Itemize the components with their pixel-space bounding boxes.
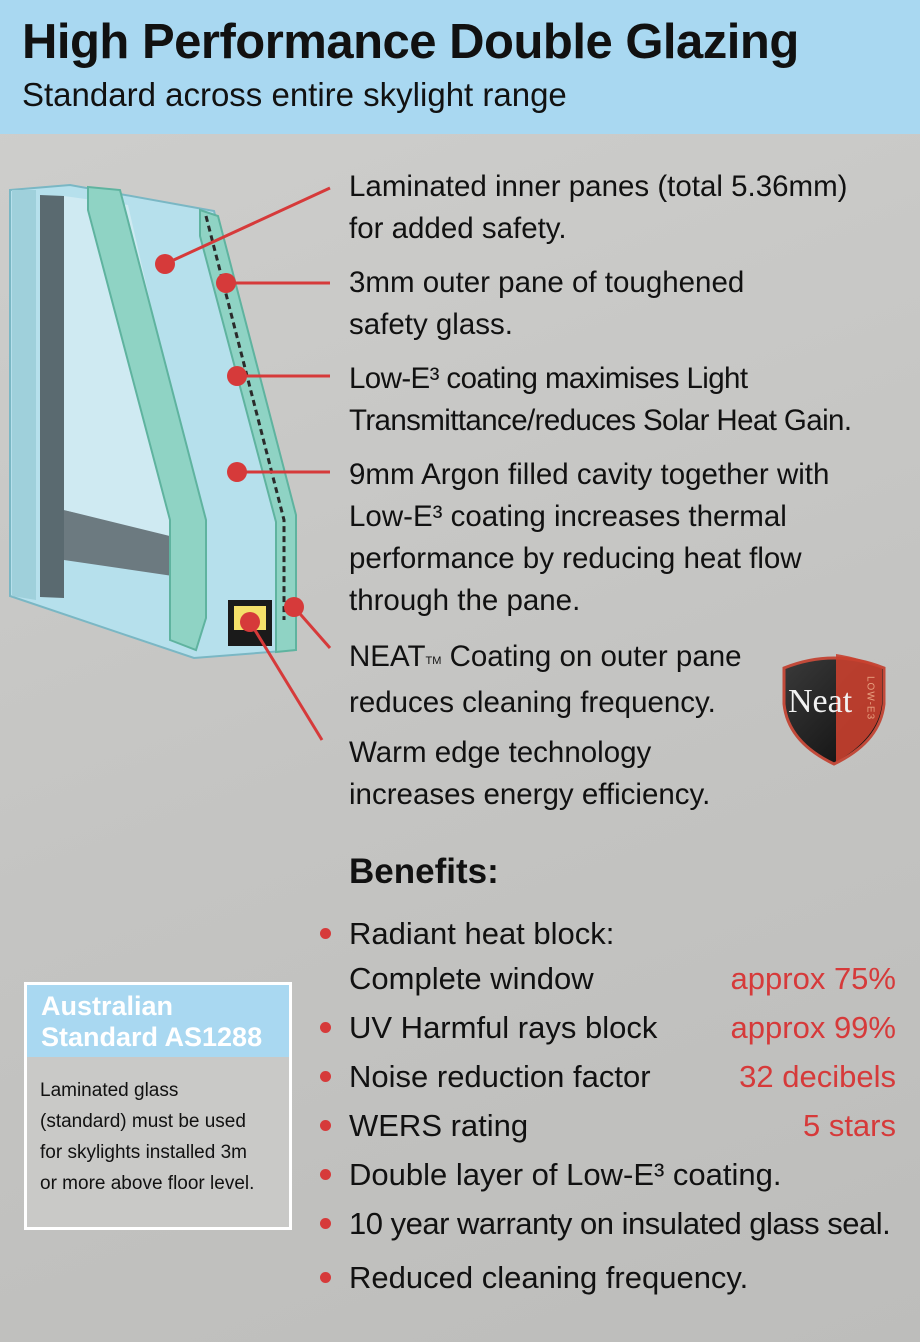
marker-dot-argon [227, 462, 247, 482]
benefit-value: approx 99% [730, 1010, 896, 1045]
feature-argon-cavity [349, 454, 829, 622]
benefit-label: Reduced cleaning frequency. [349, 1260, 749, 1295]
benefit-label: Double layer of Low-E³ coating. [349, 1157, 782, 1192]
neat-brand-text: NEAT [349, 640, 426, 673]
feature-text-line: Low-E³ coating maximises Light [349, 362, 748, 395]
standard-heading-line: Standard AS1288 [41, 1022, 263, 1052]
standard-body-line: for skylights installed 3m [40, 1142, 247, 1163]
standard-box-body [27, 1057, 289, 1199]
neat-logo-side-text: LOW-E3 [864, 676, 876, 721]
bullet-dot-icon [320, 928, 331, 939]
feature-text-line: for added safety. [349, 212, 567, 245]
australian-standard-box [24, 982, 292, 1230]
benefit-value: 32 decibels [739, 1059, 896, 1094]
neat-logo [776, 646, 892, 768]
feature-text-line: performance by reducing heat flow [349, 542, 802, 575]
benefit-label: WERS rating [349, 1108, 529, 1143]
feature-text-line: Laminated inner panes (total 5.36mm) [349, 170, 848, 203]
bullet-dot-icon [320, 1169, 331, 1180]
feature-text-line: Transmittance/reduces Solar Heat Gain. [349, 404, 852, 437]
feature-text-line: increases energy efficiency. [349, 778, 711, 811]
frame-dark-channel [40, 195, 64, 598]
trademark-mark: TM [425, 655, 442, 667]
benefit-value: approx 75% [730, 961, 896, 996]
feature-laminated-panes [349, 166, 848, 250]
benefit-label: Noise reduction factor [349, 1059, 651, 1094]
neat-logo-text: Neat [788, 683, 853, 720]
standard-body-line: (standard) must be used [40, 1111, 246, 1132]
feature-text-line: reduces cleaning frequency. [349, 686, 716, 719]
header-banner [0, 0, 920, 134]
benefit-row [0, 912, 920, 956]
benefit-label: Complete window [349, 961, 594, 996]
feature-text-line: Low-E³ coating increases thermal [349, 500, 787, 533]
feature-neat-coating [349, 636, 742, 724]
feature-low-e-coating [349, 358, 851, 442]
page-title: High Performance Double Glazing [22, 15, 799, 69]
bullet-dot-icon [320, 1071, 331, 1082]
feature-text-line: safety glass. [349, 308, 513, 341]
page-subtitle: Standard across entire skylight range [22, 76, 567, 113]
bullet-dot-icon [320, 1022, 331, 1033]
feature-text-line: through the pane. [349, 584, 581, 617]
double-glazing-diagram [0, 150, 340, 750]
feature-text-line [349, 636, 742, 682]
standard-body-line: Laminated glass [40, 1080, 179, 1101]
feature-warm-edge [349, 732, 710, 816]
bullet-dot-icon [320, 1218, 331, 1229]
marker-dot-laminated [155, 254, 175, 274]
benefit-label: UV Harmful rays block [349, 1010, 658, 1045]
marker-dot-low-e [227, 366, 247, 386]
standard-heading-line: Australian [41, 991, 174, 1021]
standard-box-heading [27, 985, 289, 1057]
frame-left-edge [12, 190, 36, 600]
feature-outer-pane [349, 262, 744, 346]
marker-dot-neat [284, 597, 304, 617]
benefit-value: 5 stars [802, 1108, 896, 1143]
feature-text-line: 9mm Argon filled cavity together with [349, 458, 830, 491]
benefits-heading: Benefits: [349, 852, 499, 891]
feature-text-line: 3mm outer pane of toughened [349, 266, 745, 299]
marker-dot-warm-edge [240, 612, 260, 632]
bullet-dot-icon [320, 1272, 331, 1283]
marker-dot-outer-pane [216, 273, 236, 293]
benefit-label: 10 year warranty on insulated glass seal. [349, 1206, 891, 1241]
bullet-dot-icon [320, 1120, 331, 1131]
standard-body-line: or more above floor level. [40, 1173, 255, 1194]
neat-feature-text: Coating on outer pane [441, 640, 742, 673]
feature-text-line: Warm edge technology [349, 736, 652, 769]
benefit-row [0, 1256, 920, 1300]
benefit-label: Radiant heat block: [349, 916, 615, 951]
